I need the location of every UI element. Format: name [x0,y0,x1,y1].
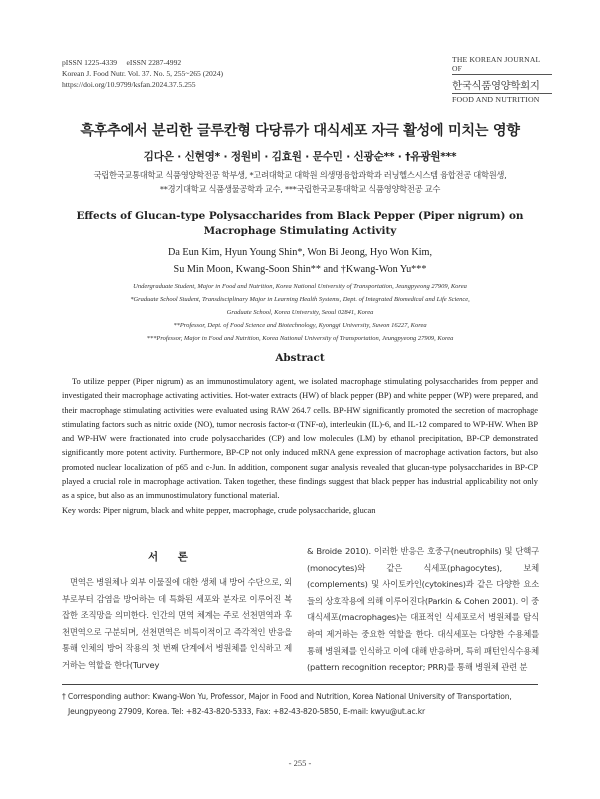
english-affiliation-line: *Graduate School Student, Transdisciplinary Major in Learning Health Systems, Dept. of Integrated Biomedical and Life Science, [130,296,470,303]
corresponding-author-footnote [62,689,538,719]
korean-affiliation-line: 국립한국교통대학교 식품영양학전공 학부생, *고려대학교 대학원 의생명융합과학과 러닝헬스시스템 융합전공 대학원생, [93,170,507,180]
english-affiliation-line: Undergraduate Student, Major in Food and Nutrition, Korea National University of Transportation, Jeungpyeong 27909, Korea [133,283,467,290]
journal-logo-korean: 한국식품영양학회지 [452,80,540,92]
journal-meta [62,58,223,90]
english-title-line: Macrophage Stimulating Activity [203,225,397,237]
korean-affiliations [48,168,552,196]
journal-logo-top: THE KOREAN JOURNAL OF [452,55,552,75]
journal-logo [452,55,552,104]
english-authors [60,244,540,278]
journal-logo-bottom: FOOD AND NUTRITION [452,93,552,104]
english-authors-line: Da Eun Kim, Hyun Young Shin*, Won Bi Jeong, Hyo Won Kim, [167,247,432,258]
footnote-divider [62,684,538,685]
body-column-right: & Broide 2010). 이러한 반응은 호중구(neutrophils) 및 단핵구(monocytes)와 같은 식세포(phagocytes), 보체(complements) 및 사이토카인(cytokines)과 같은 다양한 요소들의 상호작용에 의해 이루어진다(Parkin & Cohen 2001). 이 중 대식세포(macrophages)는 대표적인 식세포로서 병원체를 탐식하여 제거하는 중요한 역할을 한다. 대식세포는 다양한 수용체를 통해 병원체를 인식하고 이에 대해 반응하며, 특히 패턴인식수용체(pattern recognition receptor; PRR)를 통해 병원체 관련 분 [307,546,539,673]
abstract-body: To utilize pepper (Piper nigrum) as an immunostimulatory agent, we isolated macrophage stimulating polysaccharides from pepper and investigated their macrophage activating activities. Hot-water extracts (HW) of black pepper (BP) and white pepper (WP) were prepared, and their macrophage stimulating activities were evaluated using RAW 264.7 cells. BP-HW significantly promoted the secretion of macrophage stimulating factors such as nitric oxide (NO), tumor necrosis factor-α (TNF-α), interleukin (IL)-6, and IL-12 compared to WP-HW. When BP and WP-HW were fractionated into crude polysaccharides (CP) and low molecules (LM) by ethanol precipitation, BP-CP demonstrated significantly more potent activity. Furthermore, BP-CP not only induced mRNA gene expression of macrophage activation factors, but also promoted nuclear localization of p65 and c-Jun. In addition, component sugar analysis revealed that glucan-type polysaccharides in BP-CP played a crucial role in macrophage activation. Taken together, these findings suggest that black pepper has industrial applicability not only as a spice, but also as an immunostimulatory functional material. [62,377,538,501]
footnote-line: Jeungpyeong 27909, Korea. Tel: +82-43-820-5333, Fax: +82-43-820-5850, E-mail: kwyu@ut.ac.kr [68,707,425,716]
english-affiliation-line: **Professor, Dept. of Food Science and Biotechnology, Kyonggi University, Suwon 16227, Korea [173,322,427,329]
footnote-line: † Corresponding author: Kwang-Won Yu, Professor, Major in Food and Nutrition, Korea National University of Transportation, [62,692,512,701]
abstract-heading: Abstract [275,352,325,364]
korean-title: 흑후추에서 분리한 글루칸형 다당류가 대식세포 자극 활성에 미치는 영향 [80,123,520,139]
english-authors-line: Su Min Moon, Kwang-Soon Shin** and †Kwang-Won Yu*** [173,264,427,275]
korean-affiliation-line: **경기대학교 식품생물공학과 교수, ***국립한국교통대학교 식품영양학전공 교수 [159,184,441,194]
section-heading-introduction: 서 론 [148,551,196,563]
english-affiliation-line: ***Professor, Major in Food and Nutrition, Korea National University of Transportation, Jeungpyeong 27909, Korea [146,335,454,342]
page-number: - 255 - [288,758,312,768]
english-title-line: Effects of Glucan-type Polysaccharides from Black Pepper (Piper nigrum) on [76,210,524,222]
english-affiliation-line: Graduate School, Korea University, Seoul 02841, Korea [226,309,374,316]
journal-reference: Korean J. Food Nutr. Vol. 37. No. 5, 255~265 (2024) [62,68,223,78]
english-title [60,209,540,239]
korean-authors: 김다은 · 신현영* · 정원비 · 김효원 · 문수민 · 신광순** · †유광원*** [143,151,457,163]
issn-line: pISSN 1225-4339 eISSN 2287-4992 [62,58,182,67]
english-affiliations [56,280,544,345]
body-column-left: 면역은 병원체나 외부 이물질에 대한 생체 내 방어 수단으로, 외부로부터 감염을 방어하는 데 특화된 세포와 분자로 이루어진 복잡한 조직망을 의미한다. 인간의 면역 체계는 주로 선천면역과 후천면역으로 구분되며, 선천면역은 비특이적이고 즉각적인 반응을 통해 인체의 방어 작용의 첫 번째 단계에서 병원체를 인식하고 제거하는 역할을 한다(Turvey [62,577,292,670]
keywords: Key words: Piper nigrum, black and white pepper, macrophage, crude polysaccharide, glucan [62,506,376,515]
doi-link[interactable]: https://doi.org/10.9799/ksfan.2024.37.5.255 [62,79,196,89]
